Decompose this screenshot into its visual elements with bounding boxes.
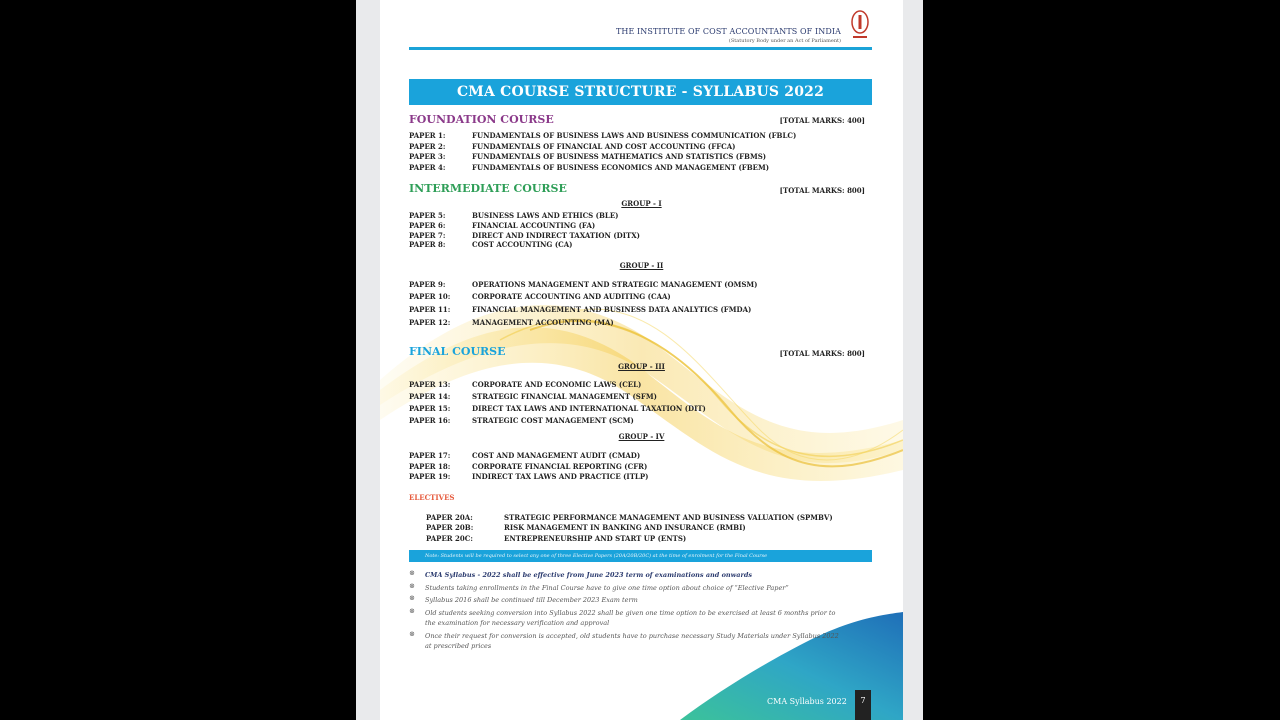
electives-heading: ELECTIVES: [409, 493, 455, 502]
paper-row: PAPER 6: FINANCIAL ACCOUNTING (FA): [409, 221, 596, 230]
paper-row: PAPER 14: STRATEGIC FINANCIAL MANAGEMENT (SFM): [409, 392, 657, 401]
paper-row: PAPER 2: FUNDAMENTALS OF FINANCIAL AND COST ACCOUNTING (FFCA): [409, 142, 736, 151]
info-bullet: ⊗ Old students seeking conversion into Syllabus 2022 shall be given one time option to be exercised at least 6 months prior to the examination for necessary verification and approval: [409, 607, 836, 627]
intermediate-total-marks: [TOTAL MARKS: 800]: [779, 186, 865, 195]
elective-row: PAPER 20B: RISK MANAGEMENT IN BANKING AND INSURANCE (RMBI): [426, 523, 746, 532]
paper-row: PAPER 12: MANAGEMENT ACCOUNTING (MA): [409, 318, 614, 327]
info-bullet: ⊗ Once their request for conversion is accepted, old students have to purchase necessary Study Materials under Syllabus 2022 at prescribed prices: [409, 630, 839, 650]
final-course-heading: FINAL COURSE: [409, 345, 506, 358]
paper-row: PAPER 18: CORPORATE FINANCIAL REPORTING (CFR): [409, 462, 648, 471]
paper-row: PAPER 16: STRATEGIC COST MANAGEMENT (SCM): [409, 416, 634, 425]
page-number: 7: [855, 690, 871, 720]
paper-row: PAPER 15: DIRECT TAX LAWS AND INTERNATIONAL TAXATION (DIT): [409, 404, 706, 413]
group-heading: GROUP - III: [618, 362, 665, 371]
info-bullet: ⊗ Students taking enrollments in the Final Course have to give one time option about choice of “Elective Paper”: [409, 582, 789, 592]
paper-row: PAPER 9: OPERATIONS MANAGEMENT AND STRATEGIC MANAGEMENT (OMSM): [409, 280, 758, 289]
page-title-banner: CMA COURSE STRUCTURE - SYLLABUS 2022: [409, 79, 872, 105]
paper-row: PAPER 1: FUNDAMENTALS OF BUSINESS LAWS AND BUSINESS COMMUNICATION (FBLC): [409, 131, 797, 140]
institute-logo-icon: [849, 9, 871, 41]
bullet-icon: ⊗: [409, 630, 415, 638]
group-heading: GROUP - IV: [618, 432, 665, 441]
paper-row: PAPER 3: FUNDAMENTALS OF BUSINESS MATHEMATICS AND STATISTICS (FBMS): [409, 152, 767, 161]
paper-row: PAPER 8: COST ACCOUNTING (CA): [409, 240, 573, 249]
paper-row: PAPER 13: CORPORATE AND ECONOMIC LAWS (CEL): [409, 380, 642, 389]
paper-row: PAPER 11: FINANCIAL MANAGEMENT AND BUSINESS DATA ANALYTICS (FMDA): [409, 305, 752, 314]
bullet-icon: ⊗: [409, 582, 415, 590]
foundation-total-marks: [TOTAL MARKS: 400]: [779, 116, 865, 125]
paper-row: PAPER 4: FUNDAMENTALS OF BUSINESS ECONOMICS AND MANAGEMENT (FBEM): [409, 163, 770, 172]
info-bullet: ⊗ Syllabus 2016 shall be continued till December 2023 Exam term: [409, 594, 638, 604]
paper-row: PAPER 7: DIRECT AND INDIRECT TAXATION (DITX): [409, 231, 640, 240]
bullet-icon: ⊗: [409, 569, 415, 577]
electives-note: Note: Students will be required to select any one of three Elective Papers (20A/20B/20C) at the time of enrolment for the Final Course: [409, 550, 872, 562]
institute-name: THE INSTITUTE OF COST ACCOUNTANTS OF INDIA: [615, 27, 841, 36]
header-rule: [409, 47, 872, 50]
elective-row: PAPER 20C: ENTREPRENEURSHIP AND START UP (ENTS): [426, 534, 687, 543]
group-heading: GROUP - II: [619, 261, 664, 270]
paper-row: PAPER 10: CORPORATE ACCOUNTING AND AUDITING (CAA): [409, 292, 671, 301]
intermediate-course-heading: INTERMEDIATE COURSE: [409, 182, 567, 195]
final-total-marks: [TOTAL MARKS: 800]: [779, 349, 865, 358]
paper-row: PAPER 17: COST AND MANAGEMENT AUDIT (CMAD): [409, 451, 641, 460]
bullet-icon: ⊗: [409, 607, 415, 615]
elective-row: PAPER 20A: STRATEGIC PERFORMANCE MANAGEMENT AND BUSINESS VALUATION (SPMBV): [426, 513, 833, 522]
syllabus-page: [380, 0, 903, 720]
group-heading: GROUP - I: [621, 199, 662, 208]
foundation-course-heading: FOUNDATION COURSE: [409, 113, 554, 126]
info-bullet: ⊗ CMA Syllabus - 2022 shall be effective from June 2023 term of examinations and onwards: [409, 569, 753, 579]
paper-row: PAPER 19: INDIRECT TAX LAWS AND PRACTICE (ITLP): [409, 472, 649, 481]
bullet-icon: ⊗: [409, 594, 415, 602]
footer-label: CMA Syllabus 2022: [767, 697, 847, 706]
paper-row: PAPER 5: BUSINESS LAWS AND ETHICS (BLE): [409, 211, 619, 220]
institute-subtitle: (Statutory Body under an Act of Parliament): [728, 38, 841, 44]
